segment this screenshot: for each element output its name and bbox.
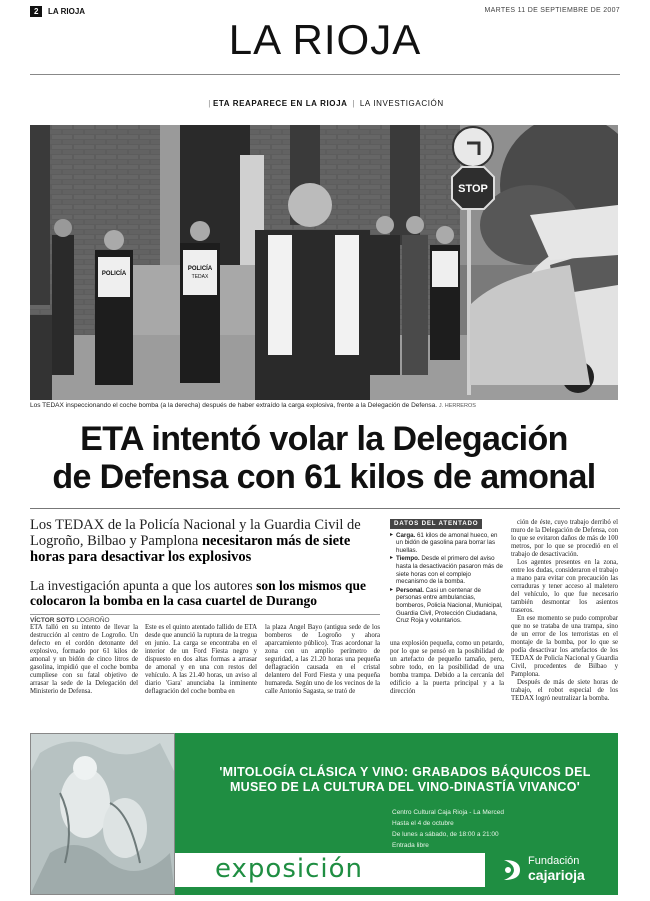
byline-author: VÍCTOR SOTO (30, 617, 75, 624)
engraving-illustration (30, 733, 175, 895)
deck-text: Los TEDAX de la Policía Nacional y la Guardia Civil de Logroño, Bilbao y Pamplona (30, 517, 361, 549)
sidebar-item (390, 587, 504, 625)
exhibition-title: 'MITOLOGÍA CLÁSICA Y VINO: GRABADOS BÁQUICOS DEL MUSEO DE LA CULTURA DEL VINO-DINASTÍA VIVANCO' (219, 765, 591, 794)
newspaper-masthead: LA RIOJA (228, 16, 422, 63)
subdeck (30, 578, 380, 608)
vest-label-2: POLICÍA (187, 266, 213, 272)
exhibition-end-date: Hasta el 4 de octubre (392, 820, 454, 827)
body-column-3: la plaza Ángel Bayo (antigua sede de los bomberos de Logroño y ahora aparcamiento público). Tras acordonar la zona con un amplio perímetro de seguridad, a las 21.20 horas una pequeña deflagración causada en el cristal delantero del Ford Fiesta y una pequeña humareda. Según uno de los vecinos de la calle Antonio Sagasta, se trató de (265, 624, 380, 695)
byline (30, 614, 380, 624)
body-paragraph: ción de éste, cuyo trabajo derribó el muro de la Delegación de Defensa, con lo que se evitaron daños de más de 100 metros, por lo que se procedió en el trabajo de desactivación. (511, 519, 618, 558)
section-kicker: | ETA REAPARECE EN LA RIOJA | LA INVESTIGACIÓN (208, 99, 444, 108)
photo-caption (30, 402, 618, 409)
body-paragraph: Los agentes presentes en la zona, entre los dudas, consideraron el trabajo a mano para evitar con precaución las cerraduras y tener acceso al maletero del vehículo, lo que fue necesario también desmontar los asientos traseros. (511, 559, 618, 614)
body-column-1: ETA falló en su intento de llevar la destrucción al centro de Logroño. Un defecto en el cordón detonante del explosivo, formado por 61 kilos de amonal y un bidón de cinco litros de gasolina, impidió que el coche bomba cumpliese con su fatal objetivo de arrasar la sede de la Delegación del Ministerio de Defensa. (30, 624, 138, 695)
exhibition-entry: Entrada libre (392, 842, 429, 849)
sidebar-title: DATOS DEL ATENTADO (390, 519, 482, 529)
sidebar-item-label: Personal. (396, 586, 424, 594)
vest-sublabel-2: TEDAX (191, 274, 209, 280)
vest-label-1: POLICÍA (101, 271, 127, 277)
subdeck-text: La investigación apunta a que los autores (30, 578, 257, 593)
deck (30, 517, 380, 565)
news-photo (30, 125, 618, 400)
body-column-5 (511, 519, 618, 726)
page-number: 2 (30, 6, 42, 17)
exposicion-banner (175, 853, 485, 887)
kicker-main: ETA REAPARECE EN LA RIOJA (212, 99, 348, 108)
headline-line-1: ETA intentó volar la Delegación (80, 420, 568, 458)
sidebar-item (390, 555, 504, 585)
logo-line-2: cajarioja (528, 867, 585, 883)
exhibition-hours: De lunes a sábado, de 18:00 a 21:00 (392, 831, 499, 838)
cajarioja-logo-icon (500, 858, 524, 882)
exposicion-label: exposición (215, 854, 364, 884)
issue-date: MARTES 11 DE SEPTIEMBRE DE 2007 (484, 7, 620, 14)
section-name: LA RIOJA (48, 7, 86, 16)
sidebar-item (390, 532, 504, 555)
kicker-sub: LA INVESTIGACIÓN (359, 99, 444, 108)
news-photo-illustration (30, 125, 618, 400)
exhibition-advertisement[interactable] (30, 733, 618, 895)
body-column-4: una explosión pequeña, como un petardo, por lo que se pensó en la posibilidad de un artefacto de pequeño tamaño, pero, sobre todo, en la posibilidad de una bomba trampa. Debido a la cercanía del edificio a la puerta principal y a la dirección (390, 640, 504, 695)
byline-place: LOGROÑO (76, 617, 110, 624)
body-paragraph: En ese momento se pudo comprobar que no se trataba de una trampa, sino de un error de los terroristas en el montaje de la bomba, por lo que se podía desactivar los artefactos de los TEDAX de Policía Nacional y Guardia Civil, procedentes de Bilbao y Pamplona. (511, 615, 618, 678)
exhibition-details (392, 807, 504, 851)
engraving-artwork (30, 733, 175, 895)
stop-sign-text: STOP (458, 183, 488, 195)
deck-bold: necesitaron más de siete horas para desactivar los explosivos (30, 533, 351, 565)
sidebar-item-label: Tiempo. (396, 555, 420, 563)
body-column-2: Este es el quinto atentado fallido de ETA desde que anunció la ruptura de la tregua en junio. La carga se encontraba en el interior de un Ford Fiesta negro y dispuesto en dos altas formas a arrasar de amonal y en una con restos del vehículo. A las 21.40 horas, un aviso al diario 'Gara' anunciaba la inminente deflagración del coche bomba en (145, 624, 257, 695)
body-paragraph: Después de más de siete horas de trabajo, el robot especial de los TEDAX logró neutralizar la bomba. (511, 679, 618, 702)
exhibition-venue: Centro Cultural Caja Rioja - La Merced (392, 809, 504, 816)
sidebar-item-label: Carga. (396, 531, 416, 539)
sidebar-item-text: 61 kilos de amonal hueco, en un bidón de gasolina para borrar las huellas. (396, 531, 498, 554)
subdeck-bold: son los mismos que colocaron la bomba en la casa cuartel de Durango (30, 578, 366, 608)
sidebar-item-text: Desde el primero del aviso hasta la desactivación pasaron más de siete horas con el complejo mecanismo de la bomba. (396, 555, 503, 586)
caption-text: Los TEDAX inspeccionando el coche bomba (a la derecha) después de haber extraído la carga explosiva, frente a la Delegación de Defensa. (30, 402, 438, 409)
masthead-rule (30, 74, 620, 75)
facts-sidebar (390, 519, 504, 626)
headline (30, 420, 618, 496)
sidebar-item-text: Casi un centenar de personas entre ambulancias, bomberos, Policía Nacional, Municipal, Guardia Civil, Protección Ciudadana, Cruz Roja y voluntarios. (396, 586, 503, 625)
headline-line-2: de Defensa con 61 kilos de amonal (52, 458, 596, 496)
photo-credit: J. HERREROS (438, 403, 476, 409)
headline-rule (30, 508, 620, 509)
logo-line-1: Fundación (528, 855, 580, 867)
